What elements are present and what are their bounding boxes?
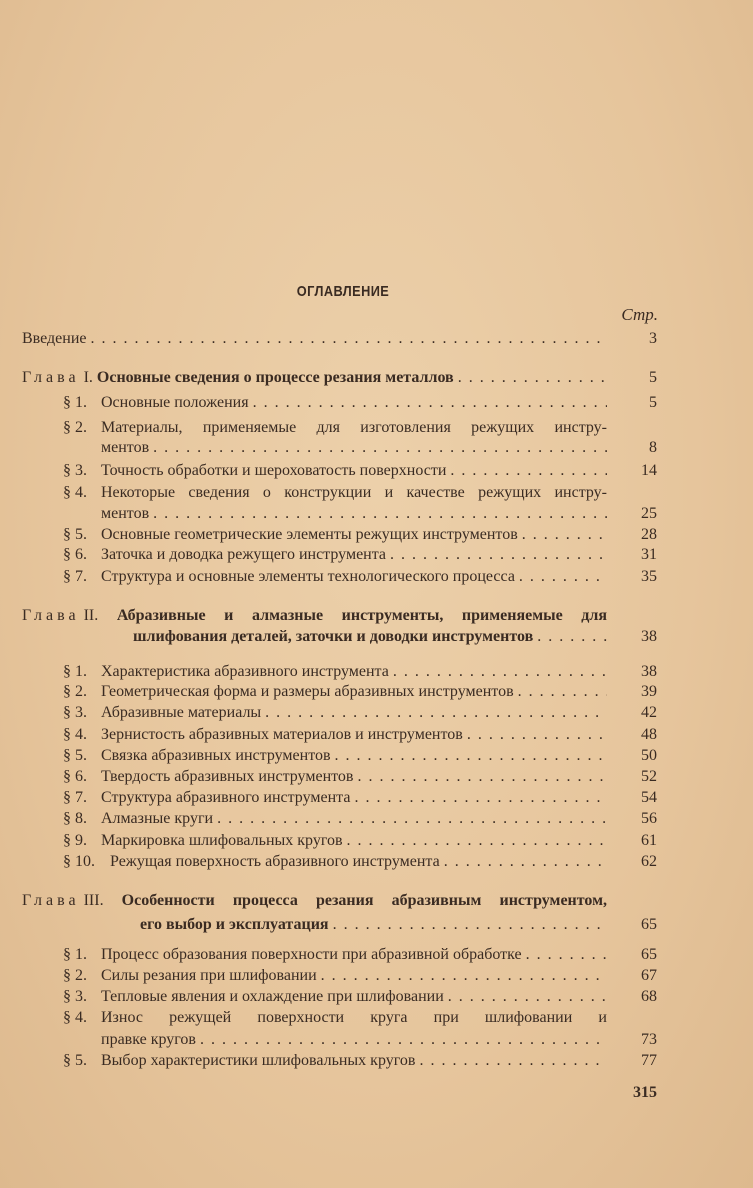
- toc-section-entry: [101, 524, 607, 546]
- section-title: Геометрическая форма и размеры абразивных инструментов: [101, 683, 514, 700]
- toc-section-entry: [101, 661, 607, 683]
- chapter-prefix: Глава: [22, 607, 80, 624]
- section-title: Тепловые явления и охлаждение при шлифовании: [101, 988, 444, 1005]
- page-number: 62: [641, 853, 657, 870]
- page-number: 35: [641, 568, 657, 585]
- dot-leader: [153, 437, 607, 459]
- dot-leader: [153, 503, 607, 525]
- page-number: 54: [641, 789, 657, 806]
- section-title: Абразивные материалы: [101, 704, 262, 721]
- chapter-prefix: Глава: [22, 369, 80, 386]
- section-title: Характеристика абразивного инструмента: [101, 663, 389, 680]
- page-number: 67: [641, 967, 657, 984]
- section-number: § 1.: [63, 663, 87, 680]
- toc-chapter-heading: [133, 626, 607, 648]
- section-title: Силы резания при шлифовании: [101, 967, 317, 984]
- page-number: 68: [641, 988, 657, 1005]
- section-title: Заточка и доводка режущего инструмента: [101, 546, 387, 563]
- page-number: 61: [641, 832, 657, 849]
- dot-leader: [200, 1029, 607, 1051]
- section-number: § 7.: [63, 789, 87, 806]
- dot-leader: [335, 745, 607, 767]
- toc-section-entry: [101, 944, 607, 966]
- section-number: § 2.: [63, 683, 87, 700]
- dot-leader: [347, 830, 607, 852]
- section-title: Основные положения: [101, 394, 249, 411]
- toc-section-entry: [101, 986, 607, 1008]
- chapter-title: Основные сведения о процессе резания металлов: [96, 369, 454, 386]
- dot-leader: [522, 524, 607, 546]
- toc-section-entry: [101, 766, 607, 788]
- chapter-label: [22, 605, 607, 627]
- page-number: 25: [641, 505, 657, 522]
- section-number: § 4.: [63, 1009, 87, 1026]
- toc-section-entry: [101, 830, 607, 852]
- section-title: Процесс образования поверхности при абразивной обработке: [101, 946, 522, 963]
- section-title: Маркировка шлифовальных кругов: [101, 832, 343, 849]
- section-number: § 10.: [63, 853, 95, 870]
- section-title: Выбор характеристики шлифовальных кругов: [101, 1052, 416, 1069]
- section-title: Режущая поверхность абразивного инструмента: [110, 853, 440, 870]
- chapter-number: I.: [83, 369, 93, 386]
- chapter-title: шлифования деталей, заточки и доводки инструментов: [133, 628, 534, 645]
- page-column-label: Стр.: [621, 305, 658, 324]
- section-title: Некоторые сведения о конструкции и качестве режущих инстру-: [101, 484, 607, 501]
- section-number: § 5.: [63, 526, 87, 543]
- section-number: § 7.: [63, 568, 87, 585]
- toc-section-entry: [101, 417, 607, 439]
- page-number: 73: [641, 1031, 657, 1048]
- page-number: 38: [641, 663, 657, 680]
- dot-leader: [354, 787, 607, 809]
- toc-entry-intro: [22, 328, 607, 350]
- dot-leader: [519, 566, 607, 588]
- section-number: § 2.: [63, 419, 87, 436]
- toc-section-entry: [101, 437, 607, 459]
- dot-leader: [537, 626, 607, 648]
- toc-chapter-heading: [22, 367, 607, 389]
- toc-section-entry: [101, 745, 607, 767]
- section-title: правке кругов: [101, 1031, 196, 1048]
- page-number: 31: [641, 546, 657, 563]
- page-number: 65: [641, 916, 657, 933]
- section-number: § 3.: [63, 988, 87, 1005]
- toc-section-entry: [101, 702, 607, 724]
- chapter-label: [22, 890, 607, 912]
- section-title: Структура абразивного инструмента: [101, 789, 351, 806]
- dot-leader: [458, 367, 607, 389]
- page-number: 28: [641, 526, 657, 543]
- section-title: Алмазные круги: [101, 810, 214, 827]
- page-number: 50: [641, 747, 657, 764]
- toc-section-entry: [101, 724, 607, 746]
- entry-title: Введение: [22, 330, 87, 347]
- section-title: Структура и основные элементы технологического процесса: [101, 568, 515, 585]
- folio-page-number: 315: [633, 1084, 657, 1101]
- dot-leader: [444, 851, 607, 873]
- dot-leader: [518, 681, 607, 703]
- toc-section-entry: [101, 1050, 607, 1072]
- section-title: Износ режущей поверхности круга при шлифовании и: [101, 1009, 607, 1026]
- section-number: § 6.: [63, 768, 87, 785]
- section-title: ментов: [101, 439, 150, 456]
- section-number: § 2.: [63, 967, 87, 984]
- section-number: § 5.: [63, 747, 87, 764]
- toc-section-entry: [101, 1007, 607, 1029]
- toc-chapter-heading: [22, 605, 607, 627]
- toc-section-entry: [110, 851, 607, 873]
- page-number: 65: [641, 946, 657, 963]
- section-title: Материалы, применяемые для изготовления режущих инстру-: [101, 419, 607, 436]
- page-number: 56: [641, 810, 657, 827]
- section-number: § 4.: [63, 726, 87, 743]
- section-number: § 6.: [63, 546, 87, 563]
- section-title: Зернистость абразивных материалов и инструментов: [101, 726, 463, 743]
- page-number: 77: [641, 1052, 657, 1069]
- page-number: 42: [641, 704, 657, 721]
- chapter-number: II.: [83, 607, 99, 624]
- toc-section-entry: [101, 566, 607, 588]
- page-number: 5: [649, 394, 657, 411]
- toc-section-entry: [101, 503, 607, 525]
- chapter-number: III.: [83, 892, 104, 909]
- section-number: § 1.: [63, 394, 87, 411]
- toc-section-entry: [101, 482, 607, 504]
- section-title: Твердость абразивных инструментов: [101, 768, 354, 785]
- section-number: § 5.: [63, 1052, 87, 1069]
- chapter-title: Абразивные и алмазные инструменты, применяемые для: [116, 607, 607, 624]
- section-number: § 3.: [63, 704, 87, 721]
- page-number: 52: [641, 768, 657, 785]
- toc-section-entry: [101, 1029, 607, 1051]
- toc-section-entry: [101, 808, 607, 830]
- page-number: 48: [641, 726, 657, 743]
- chapter-label: [22, 367, 454, 389]
- section-title: Связка абразивных инструментов: [101, 747, 331, 764]
- section-number: § 8.: [63, 810, 87, 827]
- dot-leader: [467, 724, 607, 746]
- toc-section-entry: [101, 392, 607, 414]
- page-number: 39: [641, 683, 657, 700]
- toc-section-entry: [101, 787, 607, 809]
- chapter-title: его выбор и эксплуатация: [140, 916, 329, 933]
- dot-leader: [357, 766, 607, 788]
- toc-section-entry: [101, 544, 607, 566]
- toc-section-entry: [101, 965, 607, 987]
- page-number: 38: [641, 628, 657, 645]
- dot-leader: [333, 914, 607, 936]
- section-number: § 3.: [63, 462, 87, 479]
- dot-leader: [253, 392, 607, 414]
- dot-leader: [265, 702, 607, 724]
- dot-leader: [217, 808, 607, 830]
- page-number: 8: [649, 439, 657, 456]
- dot-leader: [526, 944, 607, 966]
- dot-leader: [450, 460, 607, 482]
- toc-chapter-heading: [140, 914, 607, 936]
- page-number: 5: [649, 369, 657, 386]
- dot-leader: [91, 328, 608, 350]
- section-number: § 4.: [63, 484, 87, 501]
- toc-section-entry: [101, 681, 607, 703]
- dot-leader: [321, 965, 607, 987]
- page-number: 14: [641, 462, 657, 479]
- dot-leader: [448, 986, 607, 1008]
- page-title: ОГЛАВЛЕНИЕ: [296, 283, 390, 300]
- chapter-prefix: Глава: [22, 892, 80, 909]
- section-title: Точность обработки и шероховатость поверхности: [101, 462, 447, 479]
- toc-chapter-heading: [22, 890, 607, 912]
- chapter-title: Особенности процесса резания абразивным инструментом,: [121, 892, 607, 909]
- dot-leader: [390, 544, 607, 566]
- section-title: ментов: [101, 505, 150, 522]
- section-number: § 9.: [63, 832, 87, 849]
- dot-leader: [419, 1050, 607, 1072]
- section-title: Основные геометрические элементы режущих инструментов: [101, 526, 518, 543]
- dot-leader: [393, 661, 607, 683]
- page-number: 3: [649, 330, 657, 347]
- toc-section-entry: [101, 460, 607, 482]
- section-number: § 1.: [63, 946, 87, 963]
